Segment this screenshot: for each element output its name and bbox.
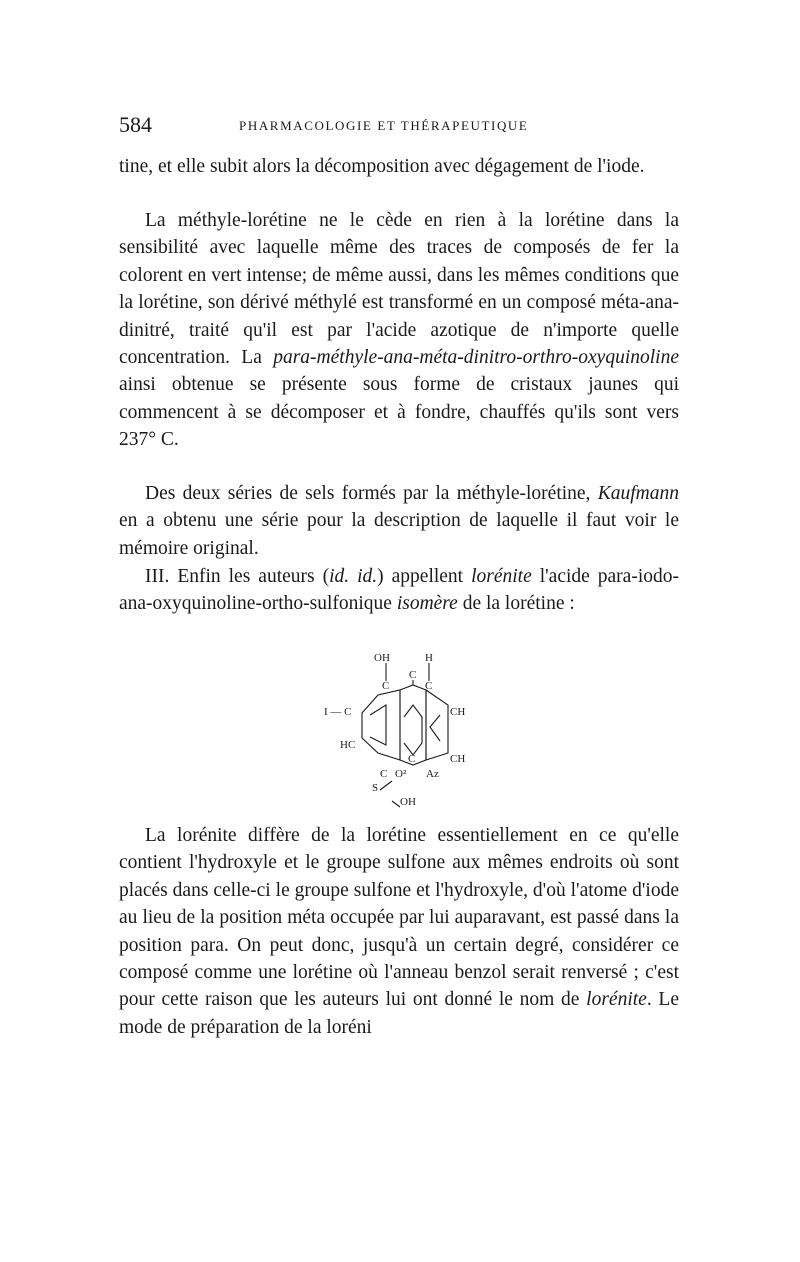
paragraph-lorenite-comparison: La lorénite diffère de la lorétine essentiellement en ce qu'elle contient l'hydroxyle et le groupe sulfone aux mêmes endroits où sont placés dans celle-ci le groupe sulfone et l'hydroxyle, d'où l'atome d'iode au lieu de la position méta occupée par lui auparavant, est passé dans la position para. On peut donc, jusqu'à un certain degré, considérer ce composé comme une lorétine où l'anneau benzol serait renversé ; c'est pour cette raison que les auteurs lui ont donné le nom de lorénite. Le mode de préparation de la loréni bbox=[119, 825, 679, 1038]
label-c-top-mid: C bbox=[409, 669, 417, 681]
running-title: PHARMACOLOGIE ET THÉRAPEUTIQUE bbox=[239, 118, 529, 133]
structural-formula-drawing bbox=[300, 645, 510, 815]
label-hc-left: HC bbox=[340, 739, 356, 751]
label-i-c: I — C bbox=[324, 706, 352, 718]
label-c-bottom: C bbox=[408, 753, 416, 765]
right-ring bbox=[426, 690, 448, 760]
label-oh-top: OH bbox=[374, 652, 390, 664]
inner-bond bbox=[404, 705, 422, 755]
paragraph-lorenite-intro: III. Enfin les auteurs (id. id.) appellent lorénite l'acide para-iodo-ana-oxyquinoline-ortho-sulfonique isomère de la lorétine : bbox=[119, 566, 679, 615]
label-c-top-left: C bbox=[382, 680, 390, 692]
page-number: 584 bbox=[119, 112, 152, 137]
term-lorenite: lorénite bbox=[471, 566, 532, 587]
inner-bond bbox=[370, 705, 386, 745]
label-h-top: H bbox=[425, 652, 433, 664]
label-o2: O² bbox=[395, 768, 407, 780]
label-oh-bottom: OH bbox=[400, 796, 416, 808]
paragraph-sels: Des deux séries de sels formés par la méthyle-lorétine, Kaufmann en a obtenu une série pour la description de laquelle il faut voir le mémoire original. bbox=[119, 483, 679, 559]
label-c-top-right: C bbox=[425, 680, 433, 692]
paragraph-continuation: tine, et elle subit alors la décomposition avec dégagement de l'iode. bbox=[119, 156, 645, 177]
author-name: Kaufmann bbox=[597, 483, 679, 504]
label-c-sub: C bbox=[380, 768, 388, 780]
page-header bbox=[119, 112, 679, 142]
structural-formula bbox=[300, 645, 510, 815]
left-ring bbox=[362, 690, 400, 760]
paragraph-methyle-loretine: La méthyle-lorétine ne le cède en rien à la lorétine dans la sensibilité avec laquelle même des traces de composés de fer la colorent en vert intense; de même aussi, dans les mêmes conditions que la lorétine, son dérivé méthylé est transformé en un composé méta-ana-dinitré, traité qu'il est par l'acide azotique de n'importe quelle concentration. La para-méthyle-ana-méta-dinitro-orthro-oxyquinoline ainsi obtenue se présente sous forme de cristaux jaunes qui commencent à se décomposer et à fondre, chauffés qu'ils sont vers 237° C. bbox=[119, 210, 679, 451]
bond-line bbox=[392, 801, 400, 807]
term-lorenite: lorénite bbox=[586, 989, 647, 1011]
bond-line bbox=[380, 781, 392, 790]
compound-name: para-méthyle-ana-méta-dinitro-orthro-oxyquinoline bbox=[273, 347, 679, 369]
label-ch-right: CH bbox=[450, 706, 466, 718]
label-s: S bbox=[372, 782, 379, 794]
label-ch-bottom-right: CH bbox=[450, 753, 466, 765]
label-az: Az bbox=[426, 768, 439, 780]
inner-bond bbox=[430, 715, 440, 741]
